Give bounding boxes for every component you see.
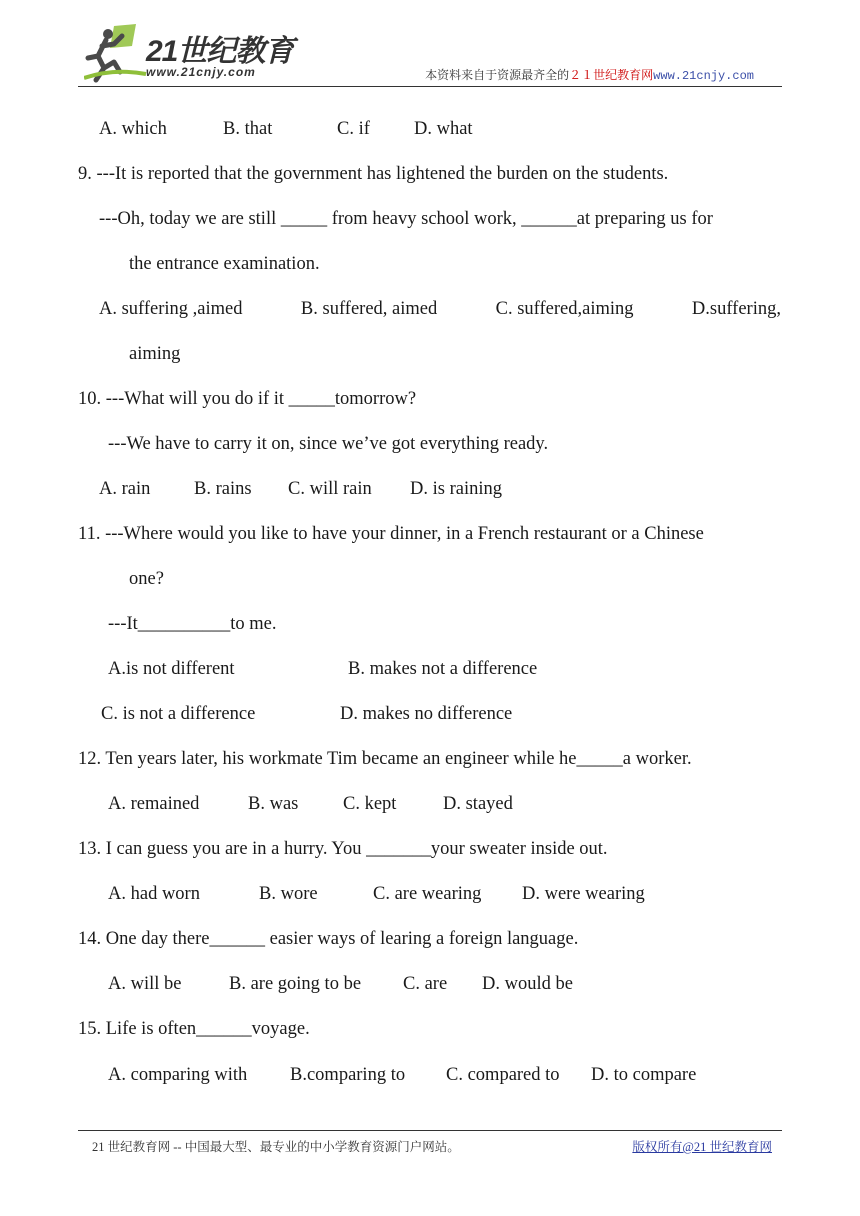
header-note-url[interactable]: www.21cnjy.com bbox=[653, 69, 754, 83]
q9-option-b: B. suffered, aimed bbox=[300, 299, 438, 319]
logo-wordmark: 21世纪教育 bbox=[146, 35, 294, 68]
q9-option-d: D.suffering, bbox=[691, 299, 781, 319]
q10-option-c: C. will rain bbox=[288, 479, 372, 499]
q11-option-b: B. makes not a difference bbox=[348, 659, 538, 679]
header-note-highlight: ２１世纪教育网 bbox=[569, 68, 654, 82]
header-divider bbox=[78, 86, 782, 87]
q14-stem: 14. One day there______ easier ways of learing a foreign language. bbox=[78, 929, 579, 949]
q12-option-a: A. remained bbox=[108, 794, 200, 814]
footer-description: 21 世纪教育网 -- 中国最大型、最专业的中小学教育资源门户网站。 bbox=[92, 1140, 460, 1154]
q15-stem: 15. Life is often______voyage. bbox=[78, 1019, 310, 1039]
q10-stem: 10. ---What will you do if it _____tomorrow? bbox=[78, 389, 417, 409]
q13-option-b: B. wore bbox=[259, 884, 318, 904]
q15-option-c: C. compared to bbox=[446, 1065, 560, 1085]
q12-option-c: C. kept bbox=[343, 794, 397, 814]
q13-stem: 13. I can guess you are in a hurry. You _______your sweater inside out. bbox=[78, 839, 608, 859]
runner-logo-icon bbox=[84, 22, 148, 84]
q11-stem-text: 11. ---Where would you like to have your dinner, in a French restaurant or a Chinese bbox=[78, 524, 704, 544]
q9-options bbox=[99, 298, 781, 320]
q13-option-d: D. were wearing bbox=[522, 884, 645, 904]
q9-option-wrap: aiming bbox=[129, 344, 181, 364]
q13-option-a: A. had worn bbox=[108, 884, 200, 904]
page-header bbox=[78, 18, 782, 86]
q10-option-a: A. rain bbox=[99, 479, 151, 499]
q11-reply: ---It__________to me. bbox=[108, 614, 277, 634]
q8-option-c: C. if bbox=[337, 119, 370, 139]
q11-stem-line-1 bbox=[78, 523, 781, 545]
q10-reply: ---We have to carry it on, since we’ve got everything ready. bbox=[108, 434, 549, 454]
header-note-prefix: 本资料来自于资源最齐全的 bbox=[425, 68, 570, 82]
logo-url: www.21cnjy.com bbox=[146, 65, 256, 79]
q11-option-d: D. makes no difference bbox=[340, 704, 513, 724]
q11-option-c: C. is not a difference bbox=[101, 704, 256, 724]
q9-reply-line-1: ---Oh, today we are still _____ from heavy school work, ______at preparing us for bbox=[99, 209, 713, 229]
q11-stem-line-2: one? bbox=[129, 569, 164, 589]
q14-option-c: C. are bbox=[403, 974, 448, 994]
q9-stem: 9. ---It is reported that the government has lightened the burden on the students. bbox=[78, 164, 669, 184]
q14-option-d: D. would be bbox=[482, 974, 573, 994]
q8-option-b: B. that bbox=[223, 119, 273, 139]
q14-option-b: B. are going to be bbox=[229, 974, 362, 994]
footer-divider bbox=[78, 1130, 782, 1131]
q15-option-b: B.comparing to bbox=[290, 1065, 406, 1085]
q9-reply-line-2: the entrance examination. bbox=[129, 254, 320, 274]
q9-option-c: C. suffered,aiming bbox=[495, 299, 634, 319]
q10-option-b: B. rains bbox=[194, 479, 252, 499]
q10-option-d: D. is raining bbox=[410, 479, 502, 499]
q12-option-b: B. was bbox=[248, 794, 299, 814]
q12-option-d: D. stayed bbox=[443, 794, 513, 814]
q14-option-a: A. will be bbox=[108, 974, 182, 994]
q8-option-d: D. what bbox=[414, 119, 473, 139]
q13-option-c: C. are wearing bbox=[373, 884, 482, 904]
footer-copyright-link[interactable]: 版权所有@21 世纪教育网 bbox=[632, 1140, 772, 1154]
site-logo bbox=[84, 22, 294, 88]
q11-option-a: A.is not different bbox=[108, 659, 235, 679]
q8-option-a: A. which bbox=[99, 119, 167, 139]
q15-option-d: D. to compare bbox=[591, 1065, 697, 1085]
q9-option-a: A. suffering ,aimed bbox=[99, 299, 243, 319]
q15-option-a: A. comparing with bbox=[108, 1065, 248, 1085]
header-source-note bbox=[425, 66, 754, 83]
q12-stem: 12. Ten years later, his workmate Tim became an engineer while he_____a worker. bbox=[78, 749, 692, 769]
